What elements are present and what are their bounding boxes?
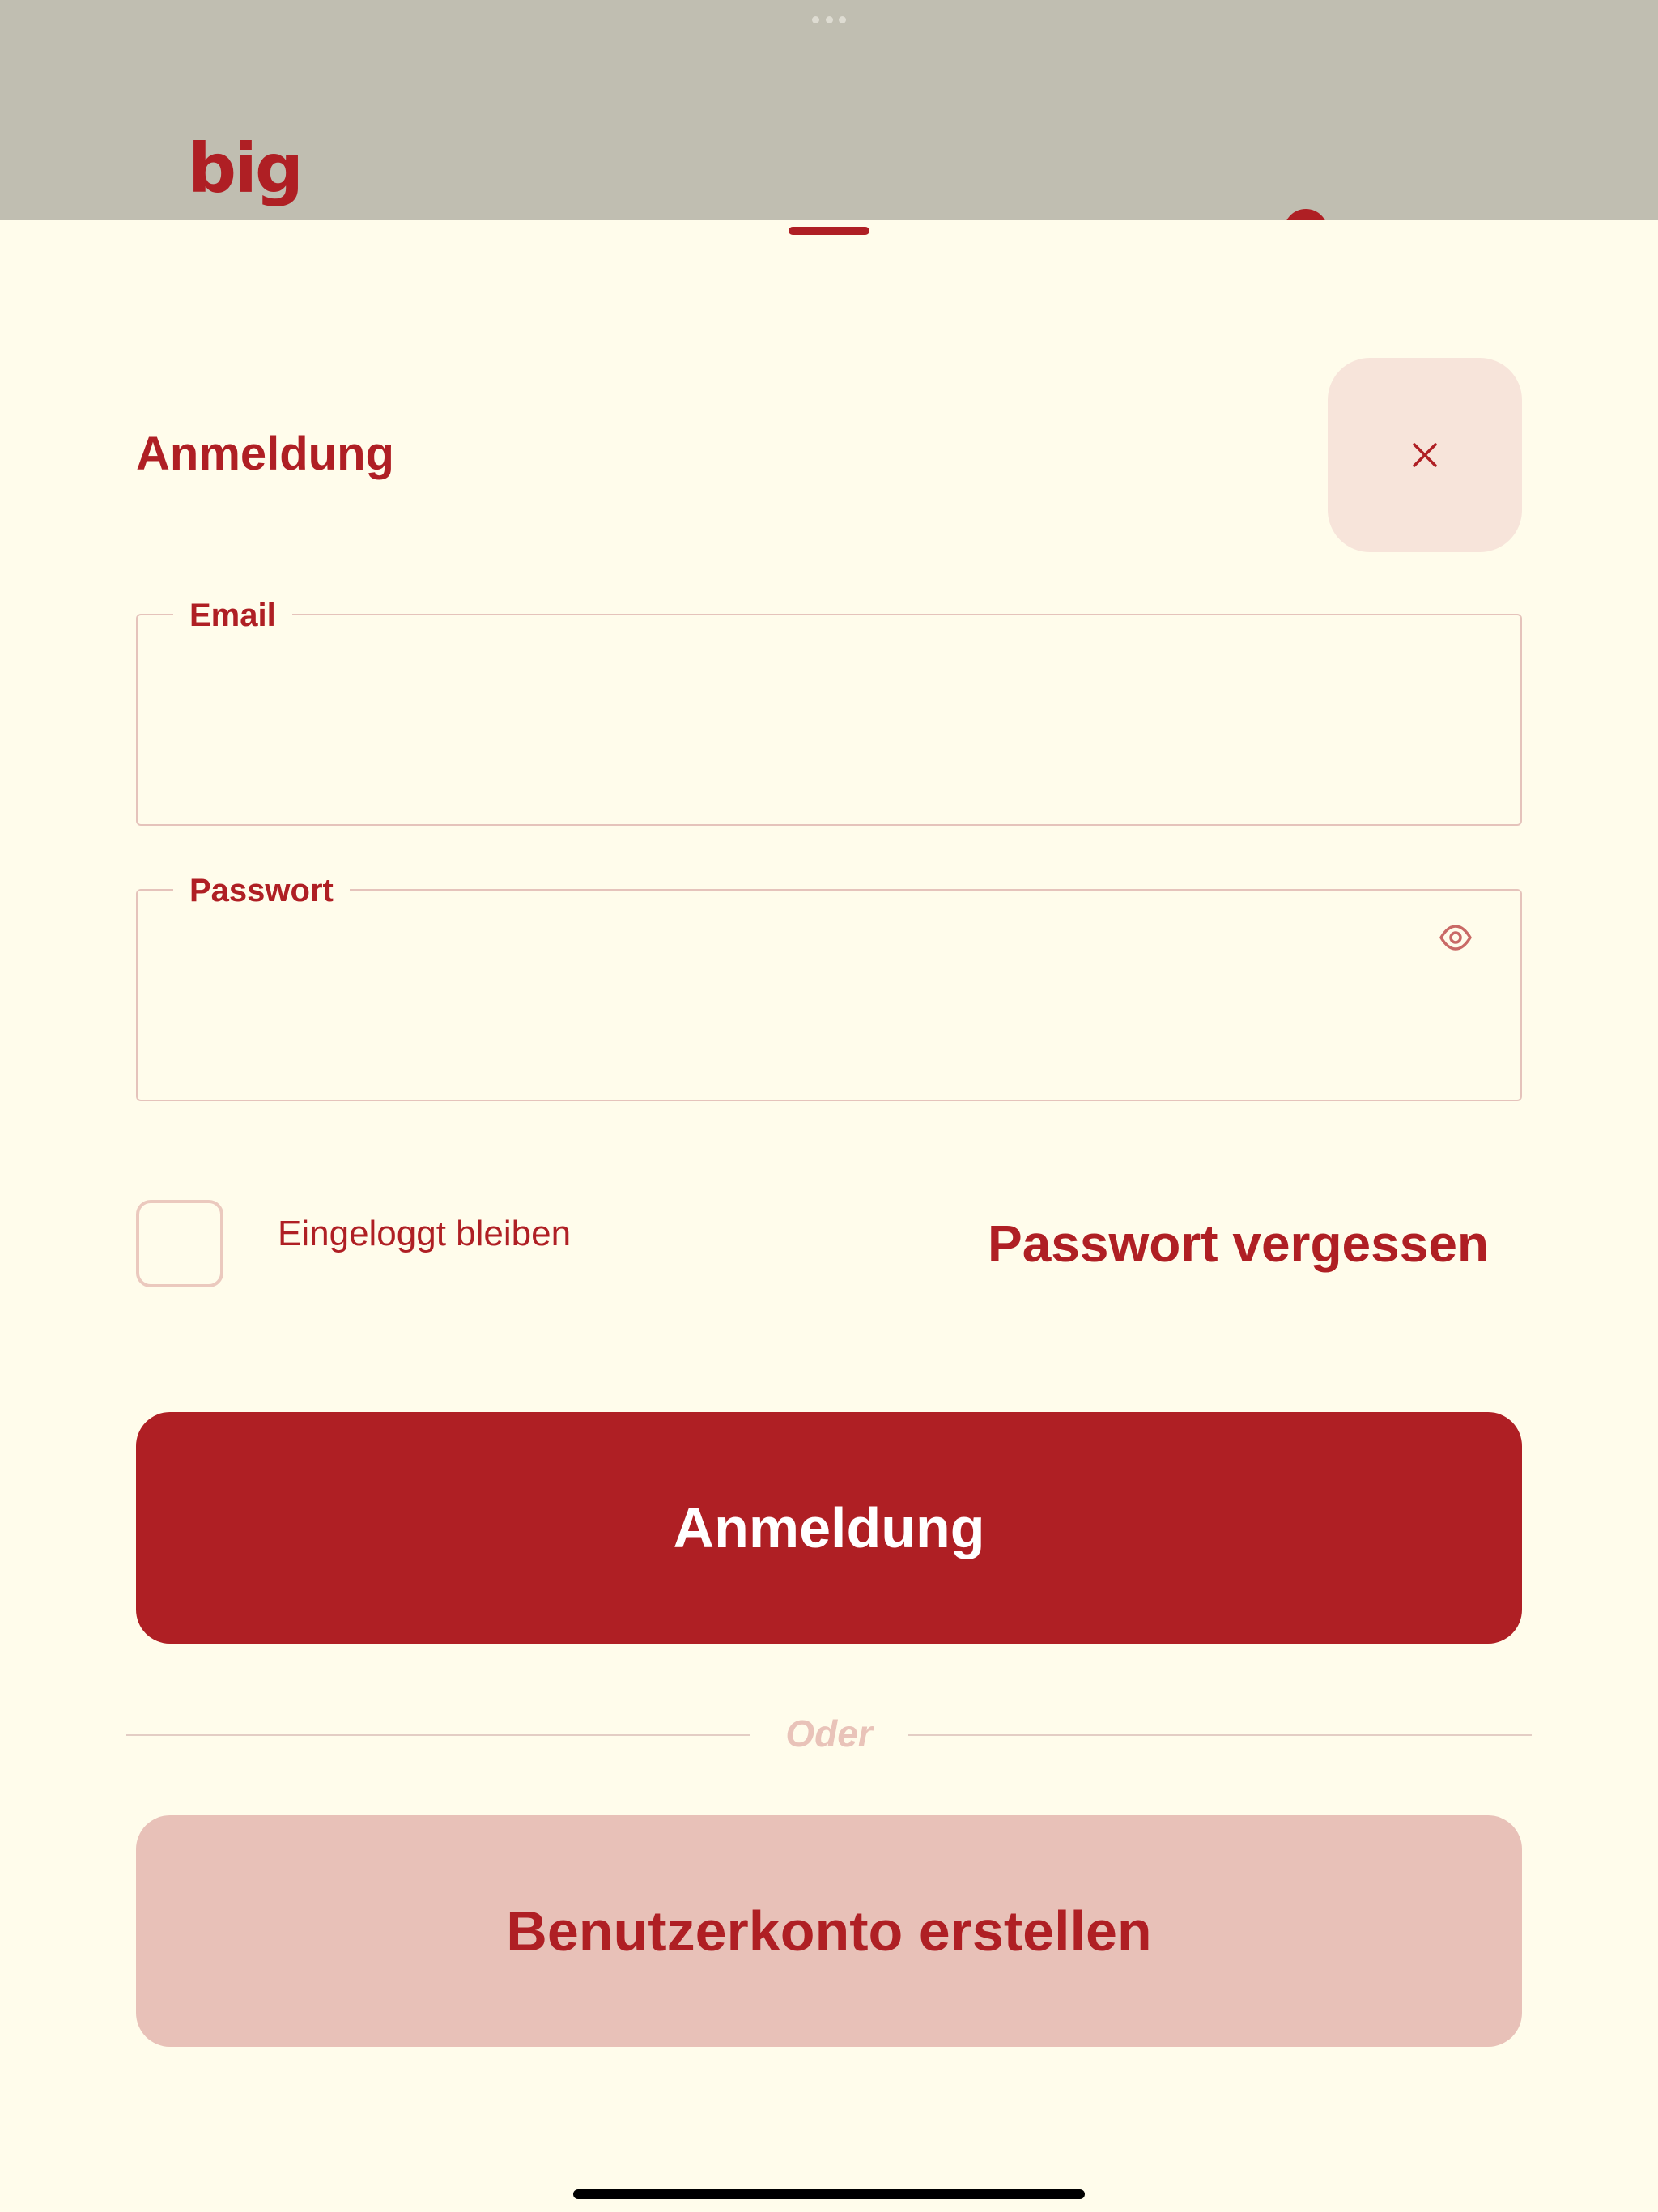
password-input[interactable] [188,960,1405,1051]
close-button[interactable] [1328,358,1522,552]
login-sheet [0,220,1658,2212]
divider-line [908,1734,1532,1736]
forgot-password-link[interactable]: Passwort vergessen [988,1214,1489,1273]
divider-line [126,1734,750,1736]
toggle-password-visibility-button[interactable] [1430,912,1482,963]
remember-me-checkbox[interactable] [136,1200,223,1287]
login-button[interactable]: Anmeldung [136,1412,1522,1644]
app-backdrop [0,0,1658,220]
app-logo: big [188,129,302,208]
page-title: Anmeldung [136,428,394,480]
email-label: Email [173,594,292,636]
password-field[interactable] [136,873,1522,1101]
create-account-button[interactable]: Benutzerkonto erstellen [136,1815,1522,2047]
email-field[interactable] [136,598,1522,826]
multitask-dot [812,16,819,23]
close-icon [1412,442,1438,468]
multitask-dot [826,16,833,23]
multitask-handle[interactable] [812,15,846,24]
email-input[interactable] [188,685,1405,776]
home-indicator[interactable] [573,2189,1085,2199]
eye-icon [1438,920,1473,955]
divider-text: Oder [785,1712,873,1755]
password-label: Passwort [173,870,350,912]
multitask-dot [839,16,846,23]
sheet-grabber[interactable] [789,227,869,235]
remember-me-label: Eingeloggt bleiben [278,1214,572,1253]
